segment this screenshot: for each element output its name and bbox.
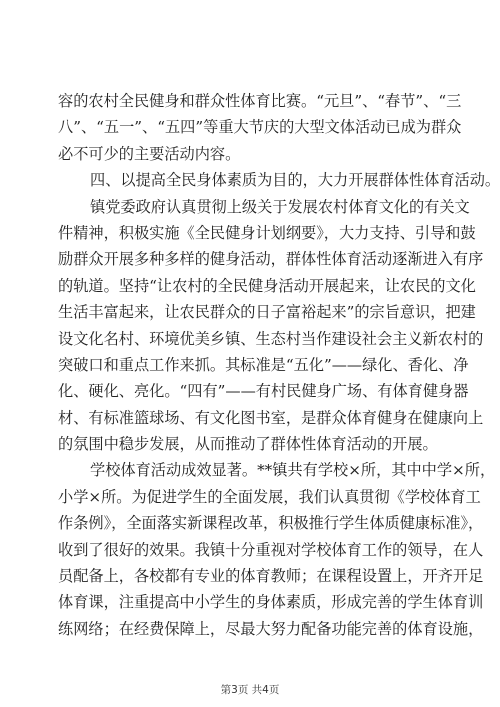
text-line: 的氛围中稳步发展，从而推动了群体性体育活动的开展。 xyxy=(58,435,438,454)
text-line: 体育课，注重提高中小学生的身体素质，形成完善的学生体育训 xyxy=(58,593,484,612)
text-line: 励群众开展多种多样的健身活动，群体性体育活动逐渐进入有序 xyxy=(58,250,484,269)
text-line: 收到了很好的效果。我镇十分重视对学校体育工作的领导，在人 xyxy=(58,540,484,559)
text-line: 八”、“五一”、“五四”等重大节庆的大型文体活动已成为群众 xyxy=(58,118,462,137)
text-line: 学校体育活动成效显著。**镇共有学校×所，其中中学×所， xyxy=(90,461,496,480)
text-line: 容的农村全民健身和群众性体育比赛。“元旦”、“春节”、“三 xyxy=(58,92,462,110)
text-line: 材、有标准篮球场、有文化图书室，是群众体育健身在健康向上 xyxy=(58,408,484,427)
text-line: 镇党委政府认真贯彻上级关于发展农村体育文化的有关文 xyxy=(90,197,470,216)
section-heading: 四、以提高全民身体素质为目的，大力开展群体性体育活动。 xyxy=(90,171,500,190)
text-line: 设文化名村、环境优美乡镇、生态村当作建设社会主义新农村的 xyxy=(58,329,484,348)
text-line: 必不可少的主要活动内容。 xyxy=(58,144,241,163)
text-line: 生活丰富起来，让农民群众的日子富裕起来”的宗旨意识，把建 xyxy=(58,303,476,322)
page-number-footer: 第3页 共4页 xyxy=(220,684,280,696)
text-line: 件精神，积极实施《全民健身计划纲要》，大力支持、引导和鼓 xyxy=(58,223,476,242)
text-line: 突破口和重点工作来抓。其标准是“五化”——绿化、香化、净 xyxy=(58,355,469,374)
text-line: 的轨道。坚持“让农村的全民健身活动开展起来，让农民的文化 xyxy=(58,276,476,295)
document-body xyxy=(58,88,500,642)
text-line: 作条例》，全面落实新课程改革，积极推行学生体质健康标准》， xyxy=(58,514,484,533)
text-line: 小学×所。为促进学生的全面发展，我们认真贯彻《学校体育工 xyxy=(58,487,481,506)
text-line: 练网络；在经费保障上，尽最大努力配备功能完善的体育设施， xyxy=(58,619,484,638)
text-line: 化、硬化、亮化。“四有”——有村民健身广场、有体育健身器 xyxy=(58,382,469,401)
text-line: 员配备上，各校都有专业的体育教师；在课程设置上，开齐开足 xyxy=(58,567,484,586)
